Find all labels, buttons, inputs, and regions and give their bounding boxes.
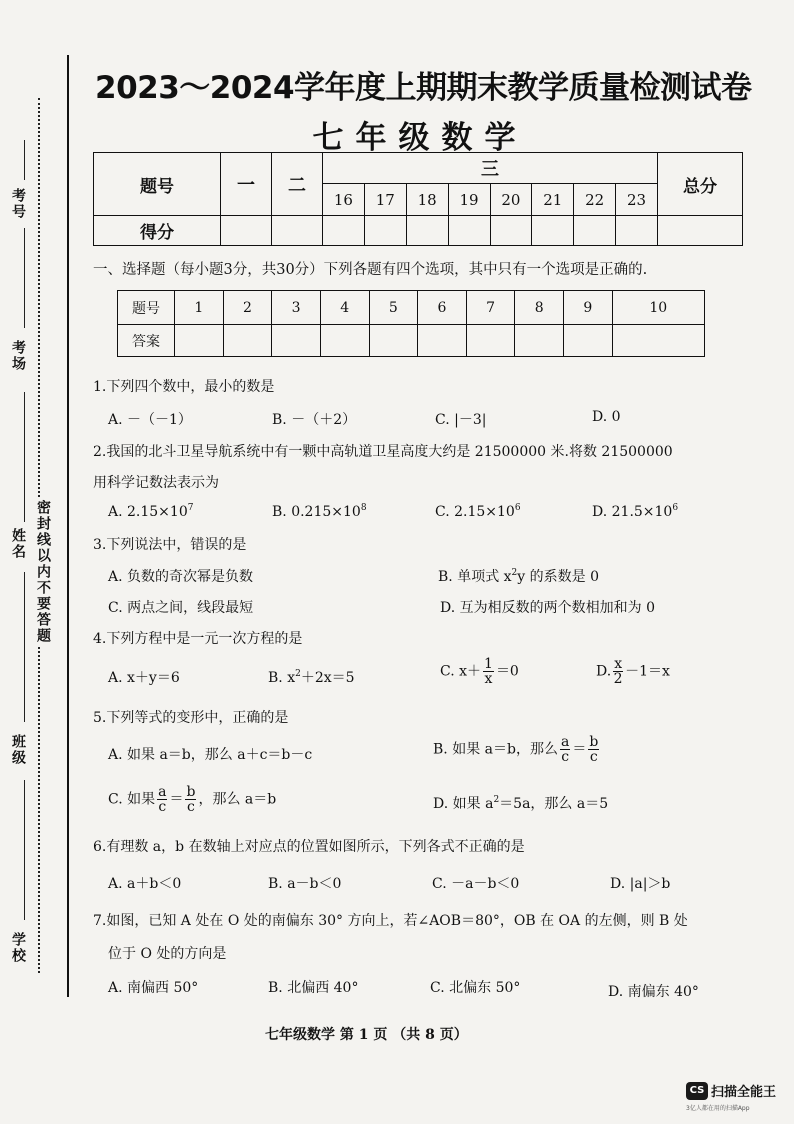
score-col-2: 二 [272, 153, 323, 216]
answer-cell[interactable] [175, 325, 224, 357]
page-footer: 七年级数学 第 1 页 （共 8 页） [265, 1027, 468, 1043]
q5-option-d: D. 如果 $a^2=5a$，那么 a＝5 [433, 795, 609, 812]
q4-option-b: B. $x^2+2x=5$ [268, 669, 355, 686]
answer-number: 7 [466, 291, 515, 325]
score-subcol: 17 [364, 184, 406, 216]
scanner-tagline: 3亿人都在用的扫描App [686, 1105, 750, 1112]
score-cell [574, 216, 616, 246]
score-table [93, 152, 743, 246]
q2-option-b: B. $0.215\times 10^8$ [272, 503, 367, 520]
q7-stem-line2: 位于 O 处的方向是 [108, 946, 227, 962]
q5-option-c: C. 如果 $\frac{a}{c}$ ＝ $\frac{b}{c}$ ，那么 a＝b [108, 784, 277, 815]
score-subcol: 20 [490, 184, 532, 216]
section1-heading: 一、选择题（每小题3分，共30分）下列各题有四个选项，其中只有一个选项是正确的. [93, 262, 648, 278]
answer-cell[interactable] [564, 325, 613, 357]
answer-table [117, 290, 705, 357]
banji-line [24, 780, 25, 920]
q4-option-c: C. x＋ $\frac{1}{x}$ ＝0 [440, 656, 519, 687]
answer-number: 5 [369, 291, 418, 325]
answer-cell[interactable] [369, 325, 418, 357]
q3-option-c: C. 两点之间，线段最短 [108, 600, 254, 616]
score-cell [221, 216, 272, 246]
q2-option-c: C. $2.15\times 10^6$ [435, 503, 521, 520]
answer-row-label-tihao: 题号 [118, 291, 175, 325]
q2-stem-line2: 用科学记数法表示为 [93, 475, 219, 491]
score-cell [532, 216, 574, 246]
score-subcol: 19 [448, 184, 490, 216]
answer-number: 1 [175, 291, 224, 325]
q4-stem: 4.下列方程中是一元一次方程的是 [93, 631, 303, 647]
answer-cell[interactable] [320, 325, 369, 357]
label-kaochang: 考场 [10, 340, 26, 372]
score-subcol: 23 [616, 184, 658, 216]
kaohao-line [24, 140, 25, 180]
score-subcol: 18 [406, 184, 448, 216]
score-subcol: 16 [323, 184, 365, 216]
q1-option-c: C. |－3| [435, 412, 487, 428]
q6-option-d: D. |a|＞b [610, 876, 671, 892]
label-xuexiao: 学校 [10, 932, 26, 964]
q5-stem: 5.下列等式的变形中，正确的是 [93, 710, 289, 726]
answer-cell[interactable] [223, 325, 272, 357]
answer-cell[interactable] [515, 325, 564, 357]
q6-stem: 6.有理数 a，b 在数轴上对应点的位置如图所示，下列各式不正确的是 [93, 839, 525, 855]
q7-option-a: A. 南偏西 50° [108, 980, 199, 996]
q1-option-b: B. －（＋2） [272, 412, 357, 428]
score-cell [323, 216, 365, 246]
score-cell [616, 216, 658, 246]
q5-option-b: B. 如果 a＝b，那么 $\frac{a}{c}$ ＝ $\frac{b}{c}$ [433, 734, 599, 765]
q2-option-a: A. $2.15\times 10^7$ [108, 503, 194, 520]
q1-option-d: D. 0 [592, 409, 621, 425]
q4-option-d: D. $\frac{x}{2}$ －1＝x [596, 656, 670, 687]
label-banji: 班级 [10, 734, 26, 766]
score-row-label-tihao: 题号 [94, 153, 221, 216]
q3-option-b: B. 单项式 $x^2y$ 的系数是 0 [438, 568, 599, 585]
q3-option-a: A. 负数的奇次幂是负数 [108, 569, 254, 585]
score-subcol: 22 [574, 184, 616, 216]
score-total-header: 总分 [658, 153, 743, 216]
answer-cell[interactable] [272, 325, 321, 357]
page-frame-left [67, 55, 69, 997]
q6-option-c: C. －a－b＜0 [432, 876, 520, 892]
q6-option-a: A. a＋b＜0 [108, 876, 182, 892]
score-cell [364, 216, 406, 246]
score-cell [490, 216, 532, 246]
score-cell [448, 216, 490, 246]
q7-option-c: C. 北偏东 50° [430, 980, 521, 996]
q7-option-b: B. 北偏西 40° [268, 980, 359, 996]
q4-option-a: A. x＋y＝6 [108, 670, 180, 686]
score-subcol: 21 [532, 184, 574, 216]
answer-number: 2 [223, 291, 272, 325]
scanner-logo-icon: CS [686, 1082, 708, 1100]
seal-text: 密封线以内不要答题 [35, 500, 51, 644]
answer-cell[interactable] [418, 325, 467, 357]
answer-number: 8 [515, 291, 564, 325]
score-row-label-defen: 得分 [94, 216, 221, 246]
scanner-name: 扫描全能王 [711, 1085, 777, 1100]
label-kaohao: 考号 [10, 188, 26, 220]
answer-cell[interactable] [466, 325, 515, 357]
answer-number: 4 [320, 291, 369, 325]
q2-option-d: D. $21.5\times 10^6$ [592, 503, 679, 520]
q1-option-a: A. －（－1） [108, 412, 192, 428]
answer-number: 6 [418, 291, 467, 325]
q1-stem: 1.下列四个数中，最小的数是 [93, 379, 275, 395]
xingming-line-upper [24, 392, 25, 522]
score-cell [658, 216, 743, 246]
q5-option-a: A. 如果 a＝b，那么 a＋c＝b－c [108, 747, 313, 763]
answer-row-label-daan: 答案 [118, 325, 175, 357]
q6-option-b: B. a－b＜0 [268, 876, 342, 892]
exam-title: 2023～2024学年度上期期末教学质量检测试卷 [95, 70, 752, 106]
exam-subtitle: 七年级数学 [312, 120, 528, 156]
score-cell [272, 216, 323, 246]
q3-option-d: D. 互为相反数的两个数相加和为 0 [440, 600, 655, 616]
q3-stem: 3.下列说法中，错误的是 [93, 537, 247, 553]
kaochang-line [24, 228, 25, 328]
xingming-line-lower [24, 572, 25, 722]
q7-stem-line1: 7.如图，已知 A 处在 O 处的南偏东 30° 方向上，若∠AOB＝80°，OB 在 OA 的左侧，则 B 处 [93, 913, 688, 929]
score-col-1: 一 [221, 153, 272, 216]
answer-number: 3 [272, 291, 321, 325]
answer-number: 9 [564, 291, 613, 325]
score-cell [406, 216, 448, 246]
q2-stem-line1: 2.我国的北斗卫星导航系统中有一颗中高轨道卫星高度大约是 21500000 米.将数 21500000 [93, 444, 673, 460]
answer-cell[interactable] [612, 325, 704, 357]
score-col-3: 三 [323, 153, 658, 184]
label-xingming: 姓名 [10, 528, 26, 560]
q7-option-d: D. 南偏东 40° [608, 984, 699, 1000]
answer-number: 10 [612, 291, 704, 325]
